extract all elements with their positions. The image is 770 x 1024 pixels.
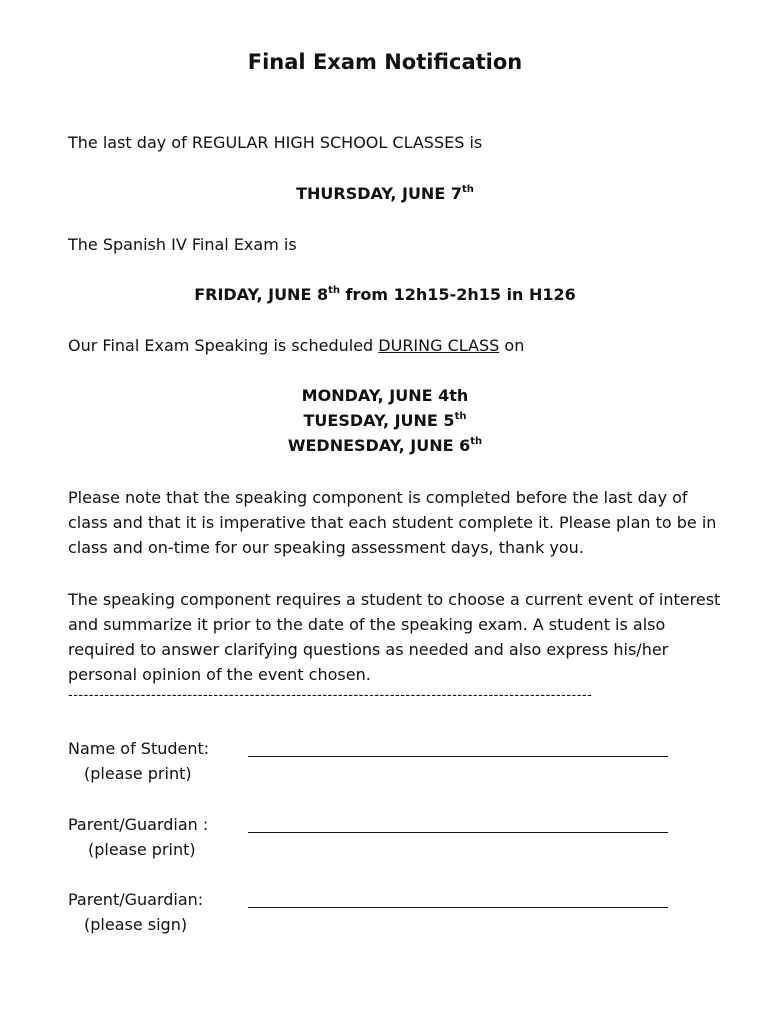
exam-date-details: from 12h15-2h15 in H126 (339, 285, 576, 304)
exam-date (0, 285, 770, 304)
last-day-date (0, 184, 770, 203)
speaking-intro-pre: Our Final Exam Speaking is scheduled (68, 336, 379, 355)
guardian-name-note: (please print) (88, 840, 196, 859)
speaking-day-1 (0, 386, 770, 405)
exam-date-sup: th (328, 285, 340, 296)
document-title: Final Exam Notification (247, 50, 523, 74)
speaking-intro (68, 336, 524, 355)
speaking-note-paragraph: Please note that the speaking component is completed before the last day of class and that it is imperative that each student complete it. Please plan to be in class and on-time for our speaking assessment days, thank you. (68, 488, 717, 557)
speaking-day-1-text: MONDAY, JUNE 4th (301, 386, 469, 405)
last-day-date-text: THURSDAY, JUNE 7 (296, 184, 462, 203)
speaking-day-3 (0, 436, 770, 455)
student-name-signature-line[interactable] (248, 756, 668, 757)
guardian-sign-note: (please sign) (84, 915, 188, 934)
speaking-intro-underlined: DURING CLASS (378, 336, 500, 355)
exam-date-text: FRIDAY, JUNE 8 (194, 285, 329, 304)
guardian-name-label: Parent/Guardian : (68, 815, 209, 834)
speaking-day-3-sup: th (470, 436, 483, 447)
guardian-sign-label: Parent/Guardian: (68, 890, 204, 909)
speaking-day-2-text: TUESDAY, JUNE 5 (303, 411, 455, 430)
last-day-date-sup: th (461, 184, 474, 195)
student-name-note: (please print) (84, 764, 192, 783)
speaking-day-2 (0, 411, 770, 430)
guardian-name-signature-line[interactable] (248, 832, 668, 833)
exam-intro: The Spanish IV Final Exam is (68, 235, 297, 254)
separator-line: ----------------------------------------------------------------------------------------------------- (68, 688, 593, 703)
speaking-requirements-paragraph: The speaking component requires a student to choose a current event of interest and summarize it prior to the date of the speaking exam. A student is also required to answer clarifying questions as needed and also express his/her personal opinion of the event chosen. (68, 590, 721, 684)
guardian-sign-signature-line[interactable] (248, 907, 668, 908)
speaking-intro-post: on (499, 336, 525, 355)
last-day-intro: The last day of REGULAR HIGH SCHOOL CLASSES is (68, 133, 483, 152)
student-name-label: Name of Student: (68, 739, 210, 758)
speaking-day-3-text: WEDNESDAY, JUNE 6 (287, 436, 471, 455)
speaking-day-2-sup: th (454, 411, 467, 422)
